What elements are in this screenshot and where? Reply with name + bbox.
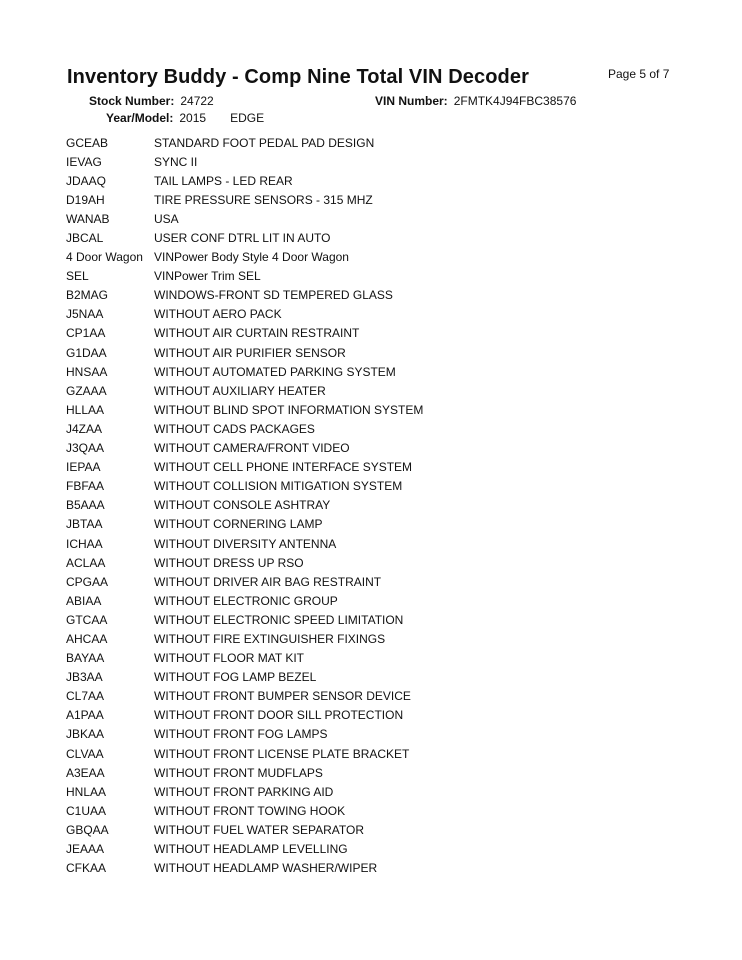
option-code: CPGAA bbox=[66, 574, 109, 589]
option-row bbox=[66, 649, 423, 668]
stock-number-label: Stock Number: bbox=[89, 94, 175, 108]
option-row bbox=[66, 839, 423, 858]
option-description: WITHOUT FUEL WATER SEPARATOR bbox=[154, 822, 365, 837]
option-description: WITHOUT CAMERA/FRONT VIDEO bbox=[154, 441, 350, 456]
option-description: TIRE PRESSURE SENSORS - 315 MHZ bbox=[154, 192, 373, 207]
option-description: USER CONF DTRL LIT IN AUTO bbox=[154, 231, 331, 246]
option-row bbox=[66, 152, 423, 171]
option-row bbox=[66, 572, 423, 591]
page-number: Page 5 of 7 bbox=[608, 67, 670, 81]
option-description: WITHOUT AUTOMATED PARKING SYSTEM bbox=[154, 364, 396, 379]
option-description: WITHOUT AIR PURIFIER SENSOR bbox=[154, 345, 346, 360]
option-description: WITHOUT AERO PACK bbox=[154, 307, 282, 322]
stock-number bbox=[89, 94, 214, 108]
option-row bbox=[66, 477, 423, 496]
option-row bbox=[66, 591, 423, 610]
option-description: WITHOUT FRONT PARKING AID bbox=[154, 784, 334, 799]
option-row bbox=[66, 687, 423, 706]
option-row bbox=[66, 381, 423, 400]
option-code: JBKAA bbox=[66, 727, 105, 742]
option-row bbox=[66, 362, 423, 381]
option-row bbox=[66, 763, 423, 782]
option-row bbox=[66, 782, 423, 801]
option-row bbox=[66, 228, 423, 247]
option-code-list bbox=[66, 133, 423, 878]
option-code: JB3AA bbox=[66, 670, 103, 685]
option-row bbox=[66, 496, 423, 515]
option-row bbox=[66, 248, 423, 267]
option-code: J4ZAA bbox=[66, 421, 103, 436]
option-code: GBQAA bbox=[66, 822, 109, 837]
option-row bbox=[66, 610, 423, 629]
option-code: ABIAA bbox=[66, 593, 102, 608]
vin-number-value: 2FMTK4J94FBC38576 bbox=[453, 94, 577, 108]
option-description: WINDOWS-FRONT SD TEMPERED GLASS bbox=[154, 288, 393, 303]
option-code: B5AAA bbox=[66, 498, 105, 513]
option-description: WITHOUT AIR CURTAIN RESTRAINT bbox=[154, 326, 360, 341]
option-description: WITHOUT FRONT BUMPER SENSOR DEVICE bbox=[154, 689, 411, 704]
option-code: 4 Door Wagon bbox=[66, 250, 143, 265]
option-code: IEPAA bbox=[66, 460, 101, 475]
option-code: ICHAA bbox=[66, 536, 103, 551]
option-description: WITHOUT ELECTRONIC SPEED LIMITATION bbox=[154, 612, 404, 627]
option-row bbox=[66, 801, 423, 820]
option-code: BAYAA bbox=[66, 651, 105, 666]
option-description: WITHOUT ELECTRONIC GROUP bbox=[154, 593, 338, 608]
option-row bbox=[66, 133, 423, 152]
option-row bbox=[66, 859, 423, 878]
option-row bbox=[66, 629, 423, 648]
option-description: WITHOUT FOG LAMP BEZEL bbox=[154, 670, 317, 685]
option-code: WANAB bbox=[66, 211, 110, 226]
vin-number bbox=[375, 94, 576, 108]
option-row bbox=[66, 515, 423, 534]
option-code: CFKAA bbox=[66, 861, 107, 876]
option-code: JDAAQ bbox=[66, 173, 107, 188]
option-code: CP1AA bbox=[66, 326, 106, 341]
option-code: GCEAB bbox=[66, 135, 109, 150]
option-row bbox=[66, 286, 423, 305]
option-description: WITHOUT DRIVER AIR BAG RESTRAINT bbox=[154, 574, 382, 589]
option-code: B2MAG bbox=[66, 288, 109, 303]
option-row bbox=[66, 400, 423, 419]
option-row bbox=[66, 305, 423, 324]
option-code: J5NAA bbox=[66, 307, 104, 322]
option-code: AHCAA bbox=[66, 631, 108, 646]
option-code: HNLAA bbox=[66, 784, 107, 799]
option-row bbox=[66, 209, 423, 228]
option-description: WITHOUT FIRE EXTINGUISHER FIXINGS bbox=[154, 631, 386, 646]
option-description: WITHOUT CONSOLE ASHTRAY bbox=[154, 498, 331, 513]
option-description: WITHOUT FRONT MUDFLAPS bbox=[154, 765, 323, 780]
option-row bbox=[66, 171, 423, 190]
option-code: GTCAA bbox=[66, 612, 108, 627]
option-row bbox=[66, 706, 423, 725]
vin-number-label: VIN Number: bbox=[375, 94, 448, 108]
option-description: WITHOUT CORNERING LAMP bbox=[154, 517, 323, 532]
option-code: CLVAA bbox=[66, 746, 104, 761]
option-code: SEL bbox=[66, 269, 89, 284]
option-row bbox=[66, 820, 423, 839]
year-model-label: Year/Model: bbox=[106, 111, 174, 125]
option-description: WITHOUT DIVERSITY ANTENNA bbox=[154, 536, 337, 551]
option-code: JBCAL bbox=[66, 231, 104, 246]
option-code: HLLAA bbox=[66, 402, 105, 417]
option-code: FBFAA bbox=[66, 479, 105, 494]
option-code: C1UAA bbox=[66, 803, 107, 818]
option-description: WITHOUT CELL PHONE INTERFACE SYSTEM bbox=[154, 460, 413, 475]
option-code: A1PAA bbox=[66, 708, 104, 723]
year-model bbox=[106, 111, 264, 125]
model-value: EDGE bbox=[230, 111, 265, 125]
option-row bbox=[66, 725, 423, 744]
option-description: VINPower Trim SEL bbox=[154, 269, 261, 284]
option-description: WITHOUT BLIND SPOT INFORMATION SYSTEM bbox=[154, 402, 424, 417]
option-row bbox=[66, 553, 423, 572]
option-code: JEAAA bbox=[66, 842, 105, 857]
option-description: STANDARD FOOT PEDAL PAD DESIGN bbox=[154, 135, 375, 150]
option-description: VINPower Body Style 4 Door Wagon bbox=[154, 250, 349, 265]
option-description: WITHOUT FLOOR MAT KIT bbox=[154, 651, 304, 666]
option-code: HNSAA bbox=[66, 364, 108, 379]
option-row bbox=[66, 343, 423, 362]
option-description: WITHOUT FRONT LICENSE PLATE BRACKET bbox=[154, 746, 410, 761]
option-code: JBTAA bbox=[66, 517, 103, 532]
option-row bbox=[66, 668, 423, 687]
option-code: CL7AA bbox=[66, 689, 105, 704]
option-description: WITHOUT COLLISION MITIGATION SYSTEM bbox=[154, 479, 403, 494]
option-row bbox=[66, 744, 423, 763]
option-code: GZAAA bbox=[66, 383, 107, 398]
option-description: WITHOUT DRESS UP RSO bbox=[154, 555, 304, 570]
option-description: SYNC II bbox=[154, 154, 198, 169]
option-row bbox=[66, 267, 423, 286]
option-description: WITHOUT CADS PACKAGES bbox=[154, 421, 315, 436]
option-code: IEVAG bbox=[66, 154, 102, 169]
option-description: WITHOUT HEADLAMP LEVELLING bbox=[154, 842, 348, 857]
option-description: WITHOUT HEADLAMP WASHER/WIPER bbox=[154, 861, 378, 876]
document-title: Inventory Buddy - Comp Nine Total VIN Decoder bbox=[67, 66, 529, 88]
option-row bbox=[66, 324, 423, 343]
option-description: WITHOUT AUXILIARY HEATER bbox=[154, 383, 326, 398]
option-description: WITHOUT FRONT FOG LAMPS bbox=[154, 727, 328, 742]
option-code: A3EAA bbox=[66, 765, 105, 780]
option-code: D19AH bbox=[66, 192, 105, 207]
option-row bbox=[66, 190, 423, 209]
year-value: 2015 bbox=[179, 111, 207, 125]
option-code: J3QAA bbox=[66, 441, 105, 456]
option-code: ACLAA bbox=[66, 555, 106, 570]
option-row bbox=[66, 419, 423, 438]
option-row bbox=[66, 534, 423, 553]
option-description: WITHOUT FRONT DOOR SILL PROTECTION bbox=[154, 708, 404, 723]
option-description: TAIL LAMPS - LED REAR bbox=[154, 173, 293, 188]
option-row bbox=[66, 439, 423, 458]
option-code: G1DAA bbox=[66, 345, 107, 360]
option-description: WITHOUT FRONT TOWING HOOK bbox=[154, 803, 346, 818]
stock-number-value: 24722 bbox=[180, 94, 214, 108]
option-description: USA bbox=[154, 211, 179, 226]
option-row bbox=[66, 458, 423, 477]
